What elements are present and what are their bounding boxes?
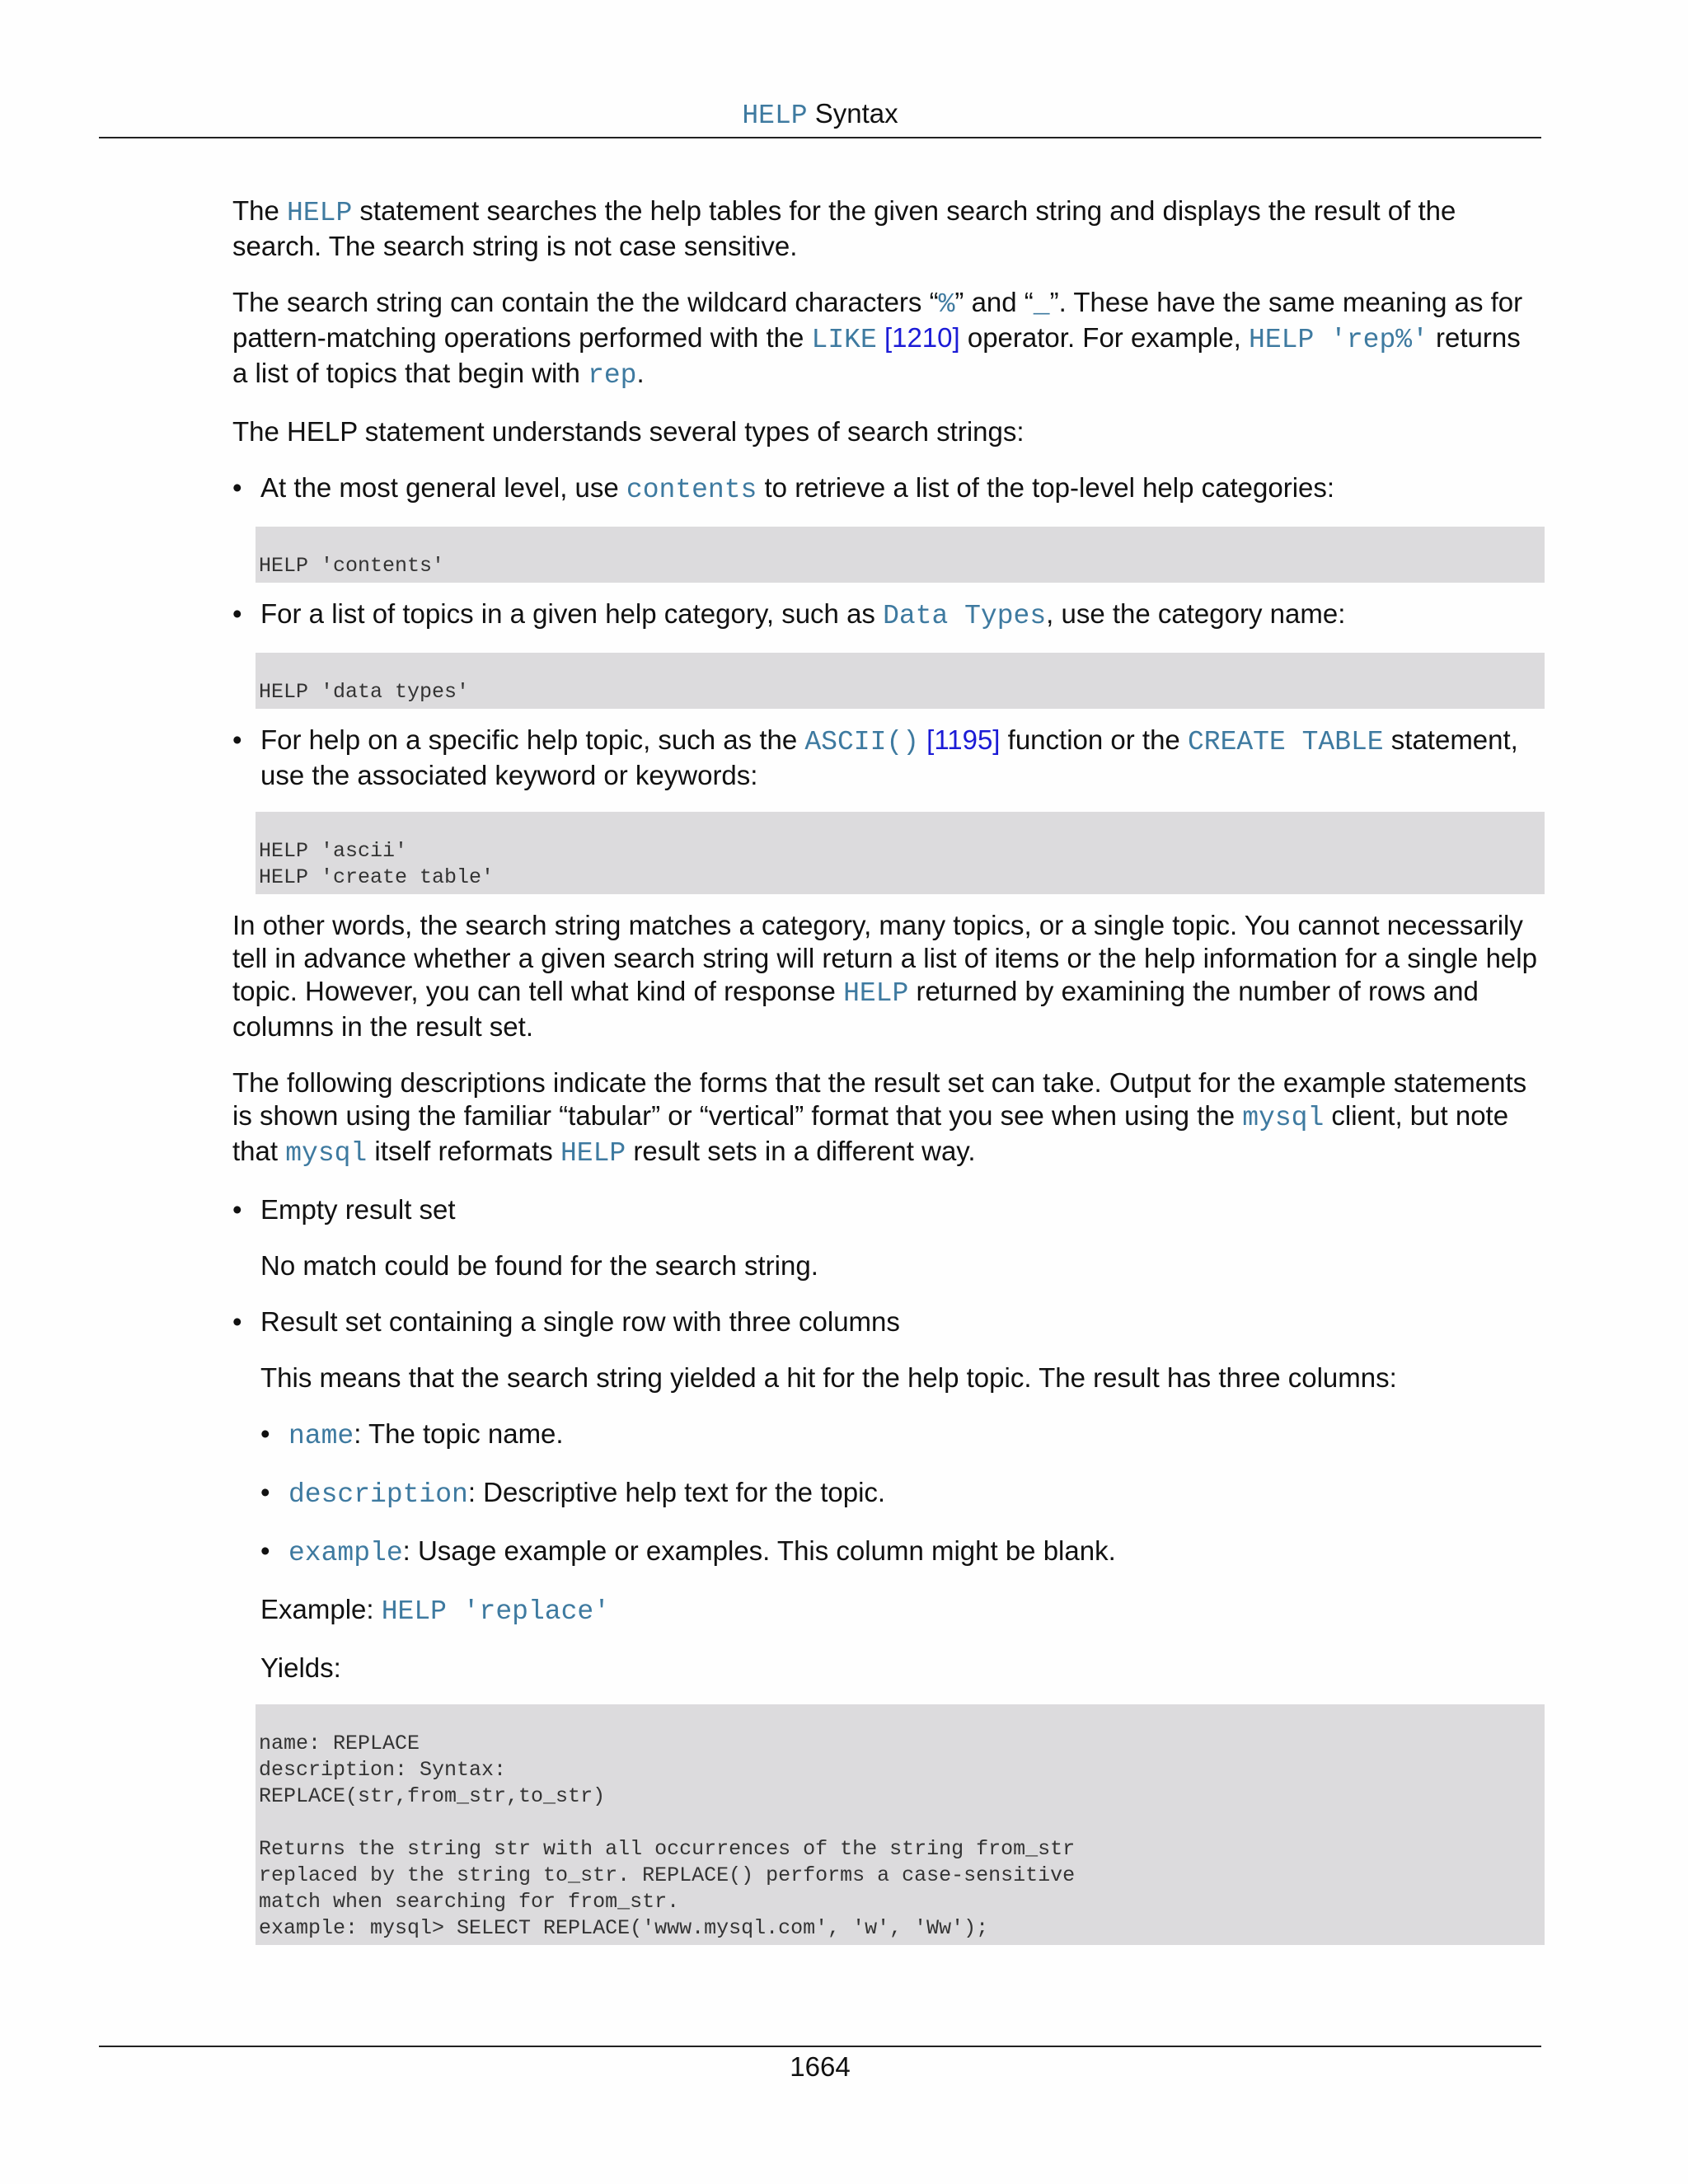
ascii-link[interactable]: ASCII(): [804, 727, 919, 757]
text-run: The: [232, 195, 288, 226]
text-run: In other words, the search string matches a category, many topics, or a single topic. You cannot necessarily tell in advance whether a given search string will return a list of items or the help information for a single help topic. However, you can tell what kind of response: [232, 910, 1537, 1006]
columns-list: [260, 1418, 1543, 1570]
inline-code: HELP 'rep%': [1249, 325, 1428, 355]
text-run: For help on a specific help topic, such as the: [260, 724, 805, 755]
inline-code: mysql: [285, 1138, 368, 1169]
like-ref-link[interactable]: [1210]: [884, 322, 960, 353]
ascii-ref-link[interactable]: [1195]: [926, 724, 1001, 755]
inline-code: CREATE TABLE: [1187, 727, 1384, 757]
text-run: : Descriptive help text for the topic.: [467, 1477, 886, 1507]
inline-code: HELP: [287, 198, 353, 228]
code-block: HELP 'ascii' HELP 'create table': [256, 812, 1545, 894]
inline-code: example: [288, 1538, 403, 1568]
inline-code: HELP: [560, 1138, 626, 1169]
text-run: At the most general level, use: [260, 472, 626, 503]
inline-code: rep: [588, 360, 637, 391]
list-item: [232, 1193, 1543, 1282]
inline-code: description: [288, 1479, 468, 1510]
header-text: Syntax: [807, 98, 898, 129]
text-run: client, but note that: [232, 1100, 1509, 1166]
list-item-desc: No match could be found for the search string.: [260, 1250, 818, 1281]
text-run: : The topic name.: [354, 1418, 564, 1449]
text-run: ”. These have the same meaning as for pattern-matching operations performed with the: [232, 287, 1523, 353]
footer-rule: [99, 2046, 1541, 2047]
inline-code: HELP: [843, 978, 909, 1009]
page-content: [232, 194, 1543, 1945]
like-link[interactable]: LIKE: [811, 325, 877, 355]
text-run: .: [636, 358, 645, 388]
list-item-title: Result set containing a single row with three columns: [260, 1306, 900, 1337]
wildcard-paragraph: [232, 286, 1543, 392]
text-run: returned by examining the number of rows and columns in the result set.: [232, 976, 1479, 1042]
text-run: itself reformats: [367, 1136, 560, 1166]
text-run: The following descriptions indicate the forms that the result set can take. Output for the example statements is shown using the familiar “tabular” or “vertical” format that you see when using the: [232, 1067, 1527, 1131]
text-run: For a list of topics in a given help category, such as: [260, 598, 884, 629]
example-line: [260, 1593, 1543, 1629]
text-run: : Usage example or examples. This column might be blank.: [402, 1535, 1116, 1566]
page-number: 1664: [790, 2051, 851, 2082]
text-run: operator. For example,: [959, 322, 1250, 353]
column-item: [260, 1476, 1543, 1511]
list-item: [232, 1305, 1543, 1685]
text-run: function or the: [1000, 724, 1188, 755]
search-types-list: [232, 471, 1543, 507]
text-run: , use the category name:: [1046, 598, 1346, 629]
list-item: [232, 598, 1543, 633]
list-item-title: Empty result set: [260, 1194, 456, 1225]
yields-line: Yields:: [260, 1652, 341, 1683]
inline-code: mysql: [1242, 1103, 1325, 1133]
result-forms-paragraph: [232, 1066, 1543, 1170]
column-item: [260, 1418, 1543, 1453]
list-item: [232, 471, 1543, 507]
inline-code: _: [1033, 289, 1050, 320]
text-run: to retrieve a list of the top-level help categories:: [757, 472, 1335, 503]
text-run: ” and “: [954, 287, 1034, 317]
inline-code: Data Types: [883, 601, 1047, 631]
list-item: [232, 724, 1543, 792]
search-types-paragraph: The HELP statement understands several types of search strings:: [232, 416, 1025, 447]
text-run: statement, use the associated keyword or keywords:: [260, 724, 1518, 790]
inline-code: name: [288, 1421, 354, 1451]
intro-paragraph: [232, 194, 1543, 263]
text-run: returns a list of topics that begin with: [232, 322, 1521, 388]
text-run: result sets in a different way.: [626, 1136, 976, 1166]
text-run: Example:: [260, 1594, 382, 1624]
list-item-desc: This means that the search string yielded a hit for the help topic. The result has three columns:: [260, 1362, 1397, 1393]
inline-code: HELP 'replace': [381, 1596, 610, 1627]
header-code: HELP: [742, 101, 808, 131]
text-run: statement searches the help tables for the given search string and displays the result of the search. The search string is not case sensitive.: [232, 195, 1456, 261]
result-forms-list: [232, 1193, 1543, 1685]
code-block: HELP 'data types': [256, 653, 1545, 709]
search-types-list: [232, 598, 1543, 633]
search-types-list: [232, 724, 1543, 792]
inline-code: %: [938, 289, 955, 320]
header-rule: [99, 137, 1541, 138]
text-run: The search string can contain the the wildcard characters “: [232, 287, 939, 317]
running-header: [0, 96, 1640, 134]
code-block: HELP 'contents': [256, 527, 1545, 583]
code-block: name: REPLACE description: Syntax: REPLACE(str,from_str,to_str) Returns the string str with all occurrences of the string from_str replaced by the string to_str. REPLACE() performs a case-sensitive match when searching for from_str. example: mysql> SELECT REPLACE('www.mysql.com', 'w', 'Ww');: [256, 1704, 1545, 1945]
other-words-paragraph: [232, 909, 1543, 1043]
inline-code: contents: [626, 475, 757, 505]
column-item: [260, 1535, 1543, 1570]
